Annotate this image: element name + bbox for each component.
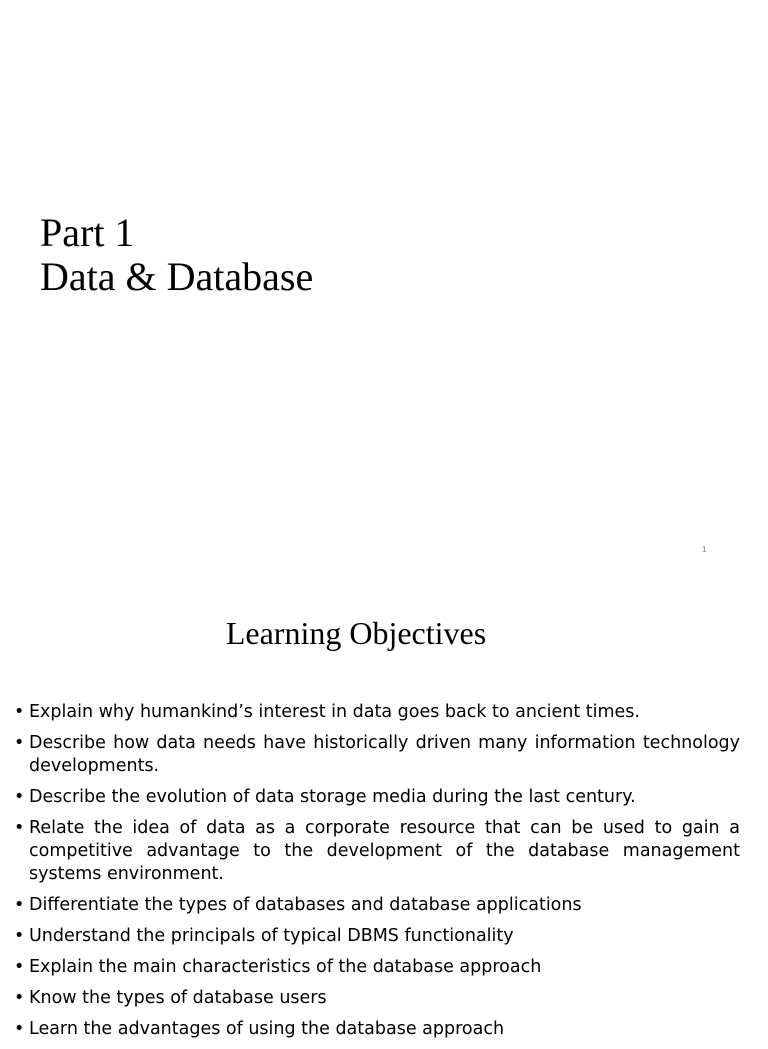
objective-item: • Explain the main characteristics of the database approach [0,956,768,979]
title-line-topic: Data & Database [40,254,314,299]
objective-item: • Understand the principals of typical DBMS functionality [0,925,768,948]
objective-item: • Know the types of database users [0,987,768,1010]
objective-item: • Describe the evolution of data storage media during the last century. [0,786,768,809]
objective-item: • Learn the advantages of using the database approach [0,1018,768,1041]
objective-item: • Differentiate the types of databases and database applications [0,894,768,917]
objective-item: • Describe how data needs have historically driven many information technology developments. [0,732,768,778]
title-line-part: Part 1 [40,210,135,255]
objective-item: • Relate the idea of data as a corporate resource that can be used to gain a competitive advantage to the development of the database management systems environment. [0,817,768,886]
objective-item: • Explain why humankind’s interest in data goes back to ancient times. [0,701,768,724]
objectives-list [0,701,768,1049]
slide-title [40,211,313,299]
objectives-heading: Learning Objectives [225,615,487,651]
objectives-slide [0,576,768,1039]
slide-number: 1 [702,545,707,554]
